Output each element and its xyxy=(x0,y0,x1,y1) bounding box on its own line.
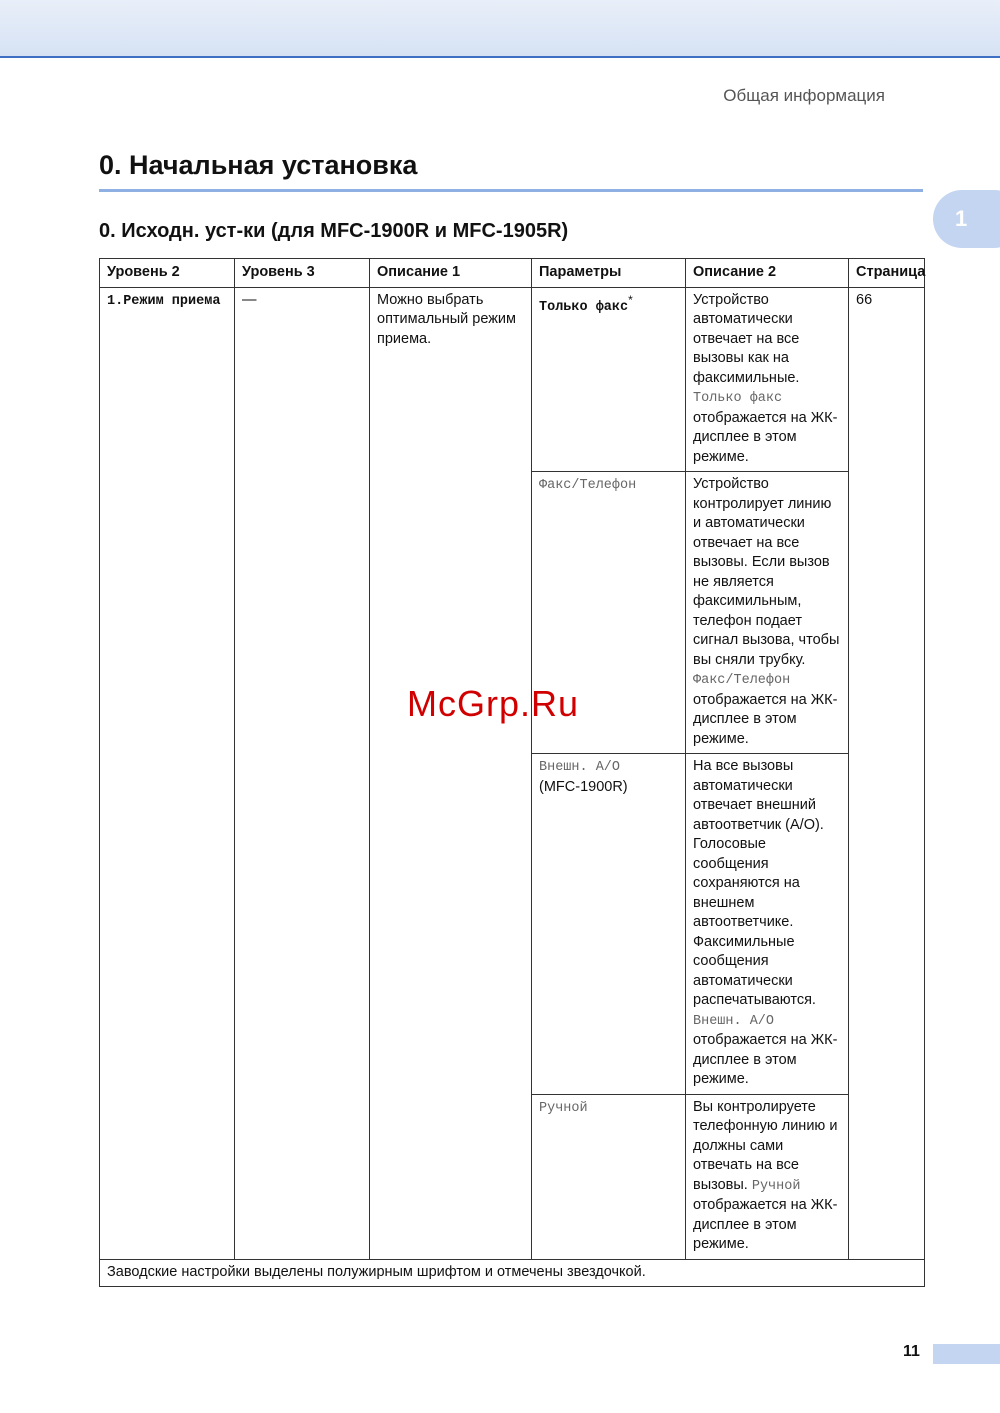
desc-text: Вы контролируете телефонную линию и должны сами отвечать на все вызовы. xyxy=(693,1098,838,1193)
level3-cell: — xyxy=(235,287,370,1259)
lcd-text: Факс/Телефон xyxy=(693,673,791,688)
param-cell xyxy=(532,754,686,1095)
watermark: McGrp.Ru xyxy=(407,683,580,724)
column-header-level3: Уровень 3 xyxy=(235,259,370,288)
page-ref-cell: 66 xyxy=(849,287,925,1259)
section-title: 0. Исходн. уст-ки (для MFC-1900R и MFC-1905R) xyxy=(99,220,569,242)
settings-table xyxy=(99,258,925,1287)
desc-text: Устройство автоматически отвечает на все вызовы как на факсимильные. xyxy=(693,291,800,386)
lcd-text: Внешн. А/О xyxy=(693,1013,775,1029)
desc-text: отображается на ЖК-дисплее в этом режиме. xyxy=(693,1032,838,1087)
column-header-page: Страница xyxy=(849,259,925,288)
description2-cell xyxy=(686,472,849,754)
column-header-level2: Уровень 2 xyxy=(100,259,235,288)
top-banner xyxy=(0,0,1000,58)
page-number-tab xyxy=(933,1344,1000,1364)
running-header: Общая информация xyxy=(723,86,885,105)
table-header-row xyxy=(100,259,925,288)
param-fax-tel: Факс/Телефон xyxy=(539,478,637,493)
column-header-description2: Описание 2 xyxy=(686,259,849,288)
description2-cell xyxy=(686,1094,849,1259)
desc-text: На все вызовы автоматически отвечает внешний автоответчик (А/О). Голосовые сообщения сохраняются на внешнем автоответчике. Факсимильные сообщения автоматически распечатываются. xyxy=(693,758,824,1008)
desc-text: отображается на ЖК-дисплее в этом режиме. xyxy=(693,409,838,465)
level2-cell xyxy=(100,287,235,1259)
description2-cell xyxy=(686,754,849,1095)
column-header-parameters: Параметры xyxy=(532,259,686,288)
menu-item-receive-mode: 1.Режим приема xyxy=(107,293,221,309)
param-fax-only: Только факс xyxy=(539,299,629,315)
param-cell xyxy=(532,287,686,472)
default-star: * xyxy=(628,292,633,307)
desc-text: Устройство контролирует линию и автоматически отвечает на все вызовы. Если вызов не является факсимильным, телефон подает сигнал вызова, чтобы вы сняли трубку. xyxy=(693,476,840,668)
description2-cell xyxy=(686,287,849,472)
param-manual: Ручной xyxy=(539,1100,588,1116)
param-cell xyxy=(532,1094,686,1259)
table-row xyxy=(100,287,925,472)
param-model-note: (MFC-1900R) xyxy=(539,778,628,795)
title-divider xyxy=(99,189,923,192)
lcd-text: Ручной xyxy=(751,1178,801,1194)
table-footnote-row xyxy=(100,1259,925,1287)
page-number: 11 xyxy=(903,1343,920,1360)
chapter-tab: 1 xyxy=(933,190,1000,248)
table-footnote: Заводские настройки выделены полужирным шрифтом и отмечены звездочкой. xyxy=(100,1259,925,1287)
param-external-tad: Внешн. А/О xyxy=(539,760,621,775)
lcd-text: Только факс xyxy=(693,391,783,406)
column-header-description1: Описание 1 xyxy=(370,259,532,288)
desc-text: отображается на ЖК-дисплее в этом режиме. xyxy=(693,1197,838,1252)
desc-text: отображается на ЖК-дисплее в этом режиме. xyxy=(693,691,838,747)
description1-cell: Можно выбрать оптимальный режим приема. xyxy=(370,287,532,1259)
page-title: 0. Начальная установка xyxy=(99,150,418,180)
